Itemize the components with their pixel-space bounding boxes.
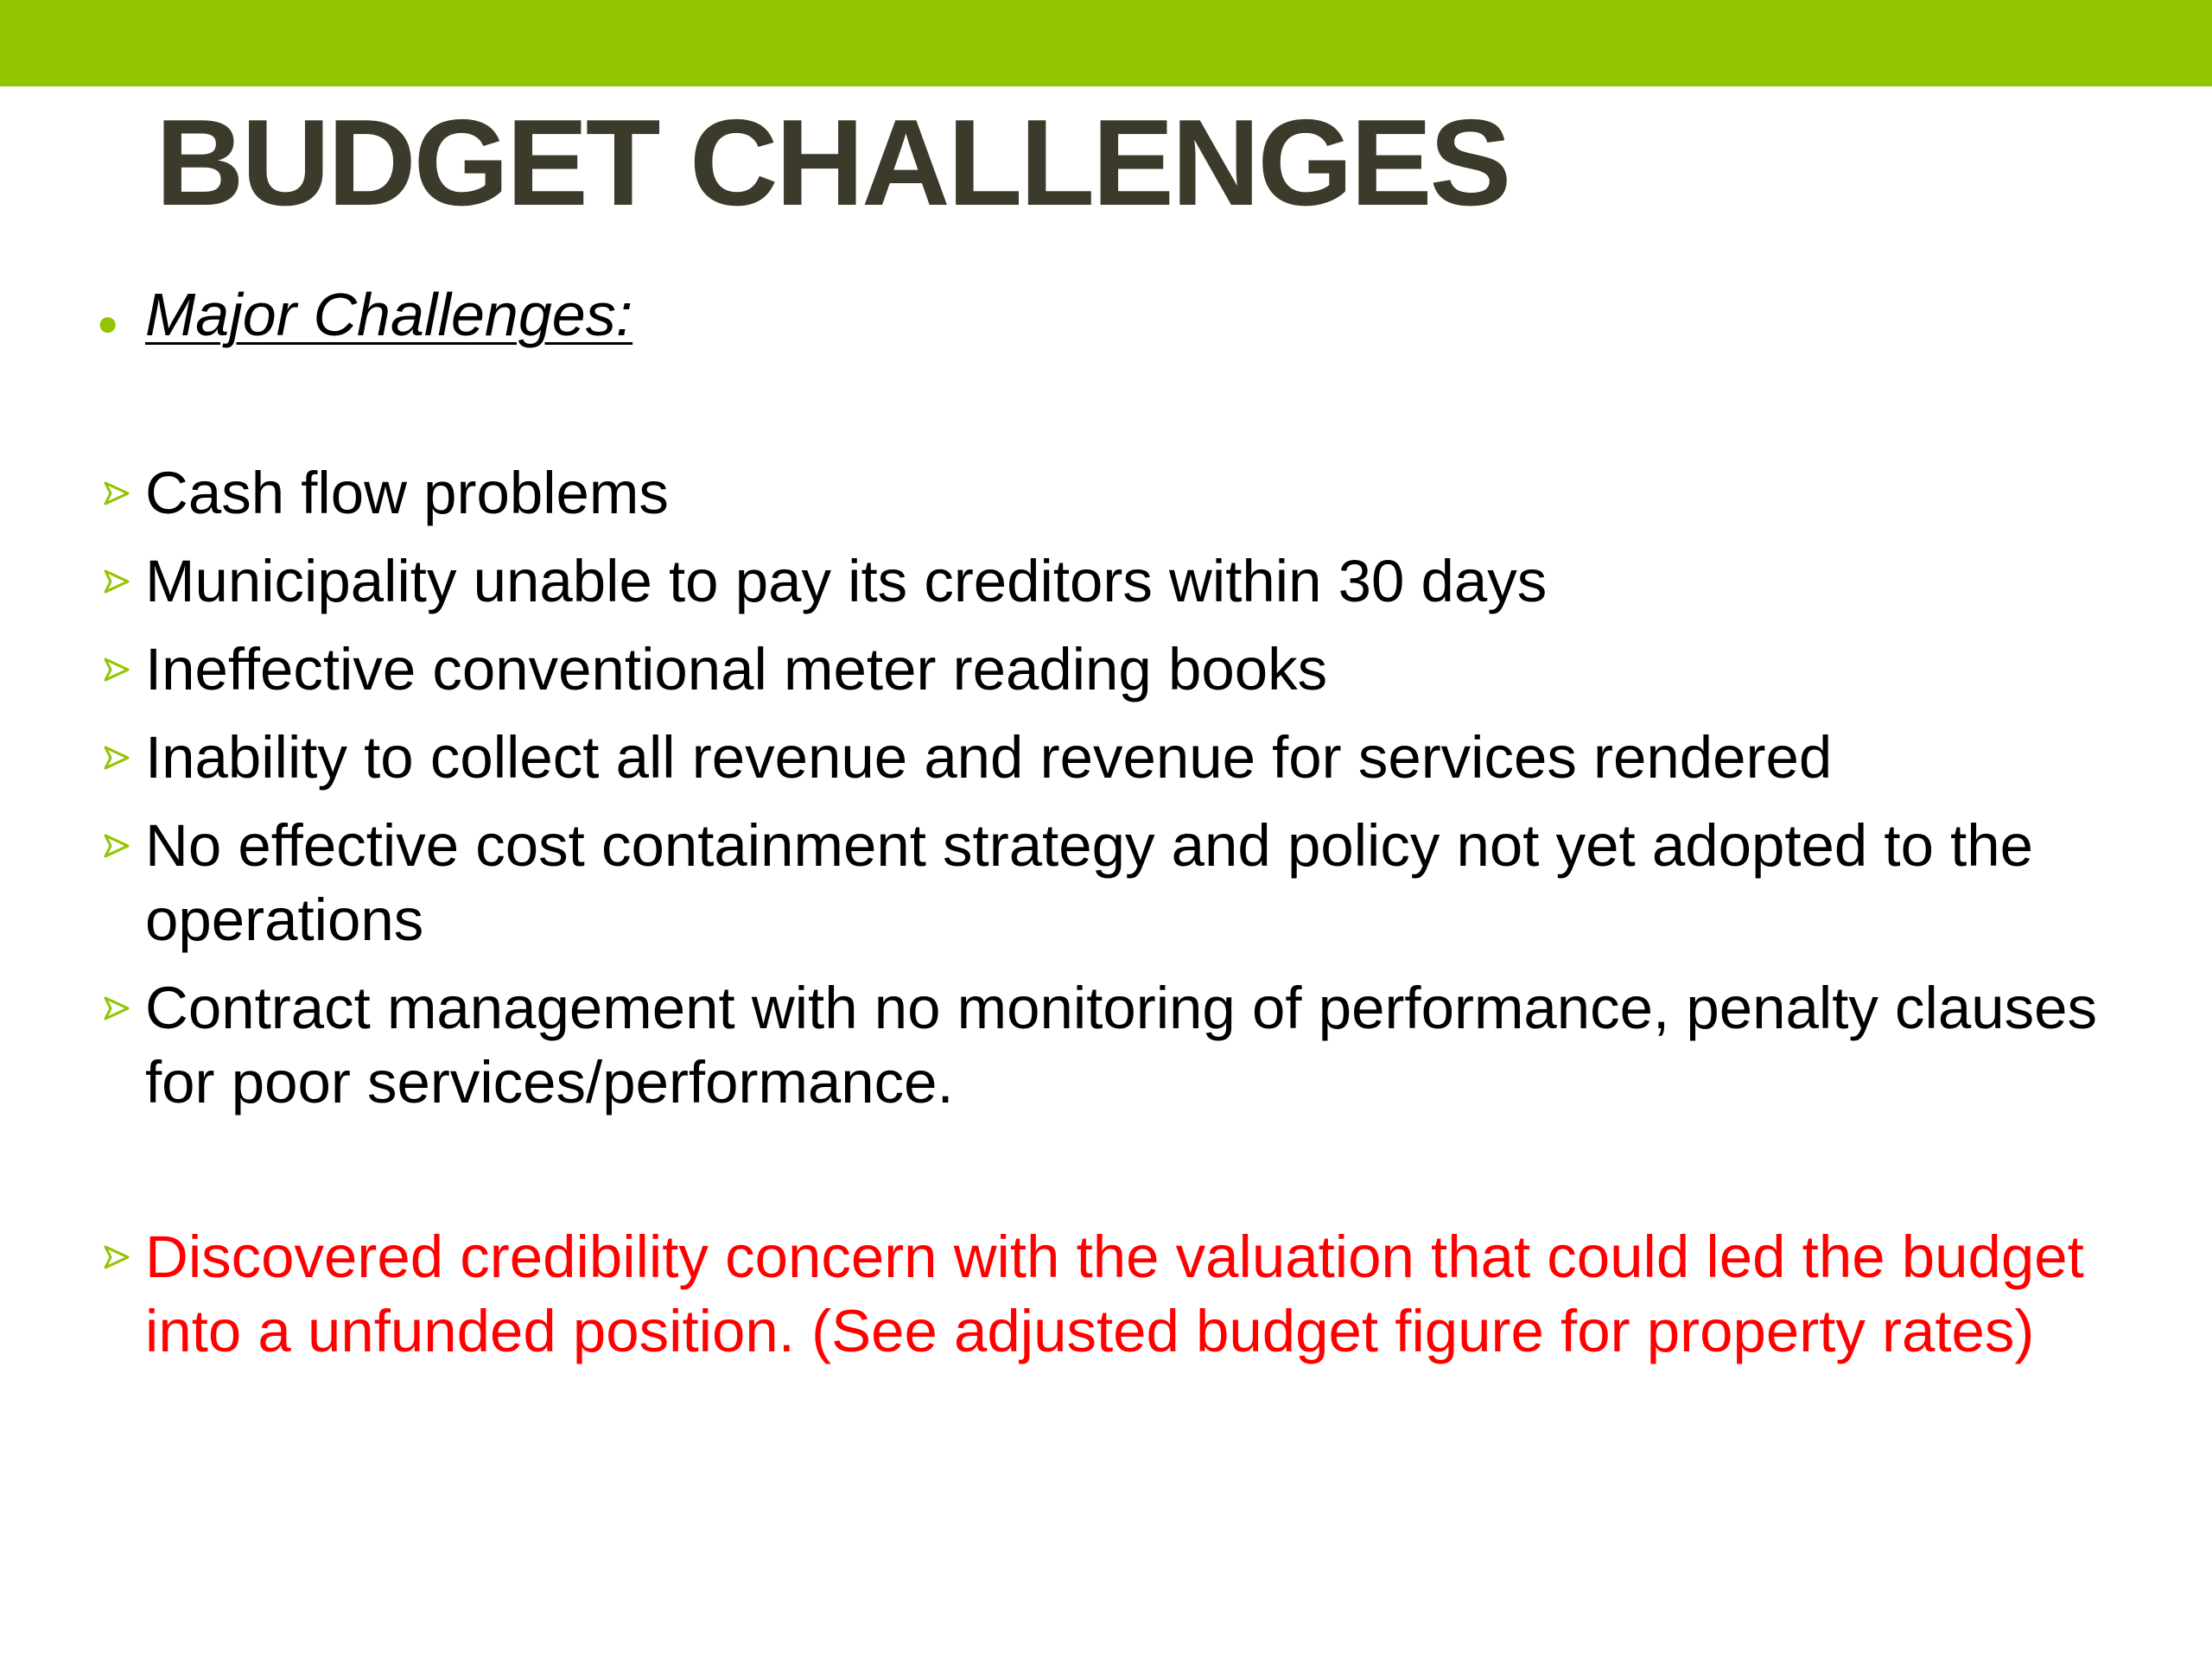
list-item-text: No effective cost containment strategy and policy not yet adopted to the operations: [145, 812, 2034, 953]
list-item: [102, 971, 2167, 1120]
list-item: [102, 809, 2167, 957]
challenges-list: [102, 456, 2167, 1382]
list-item-text: Discovered credibility concern with the valuation that could led the budget into a unfunded position. (See adjusted budget figure for property rates): [145, 1224, 2084, 1364]
list-item: [102, 544, 2167, 619]
arrow-right-icon: [102, 809, 145, 883]
list-item-text: Ineffective conventional meter reading books: [145, 636, 1328, 702]
list-item: [102, 721, 2167, 795]
list-item: [102, 456, 2167, 531]
arrow-right-icon: [102, 632, 145, 707]
list-item-text: Inability to collect all revenue and revenue for services rendered: [145, 724, 1833, 791]
subheading-row: [97, 278, 632, 351]
subheading: Major Challenges:: [145, 281, 633, 348]
list-item-text: Contract management with no monitoring of performance, penalty clauses for poor services/performance.: [145, 975, 2098, 1116]
slide-title: BUDGET CHALLENGES: [156, 94, 1510, 232]
arrow-right-icon: [102, 1220, 145, 1294]
arrow-right-icon: [102, 971, 145, 1046]
list-item: [102, 632, 2167, 707]
top-accent-bar: [0, 0, 2212, 86]
arrow-right-icon: [102, 456, 145, 531]
list-item-text: Municipality unable to pay its creditors within 30 days: [145, 548, 1548, 614]
arrow-right-icon: [102, 721, 145, 795]
arrow-right-icon: [102, 544, 145, 619]
list-item-text: Cash flow problems: [145, 460, 669, 526]
list-item-alert: [102, 1220, 2167, 1369]
dot-bullet-icon: ●: [97, 302, 119, 343]
